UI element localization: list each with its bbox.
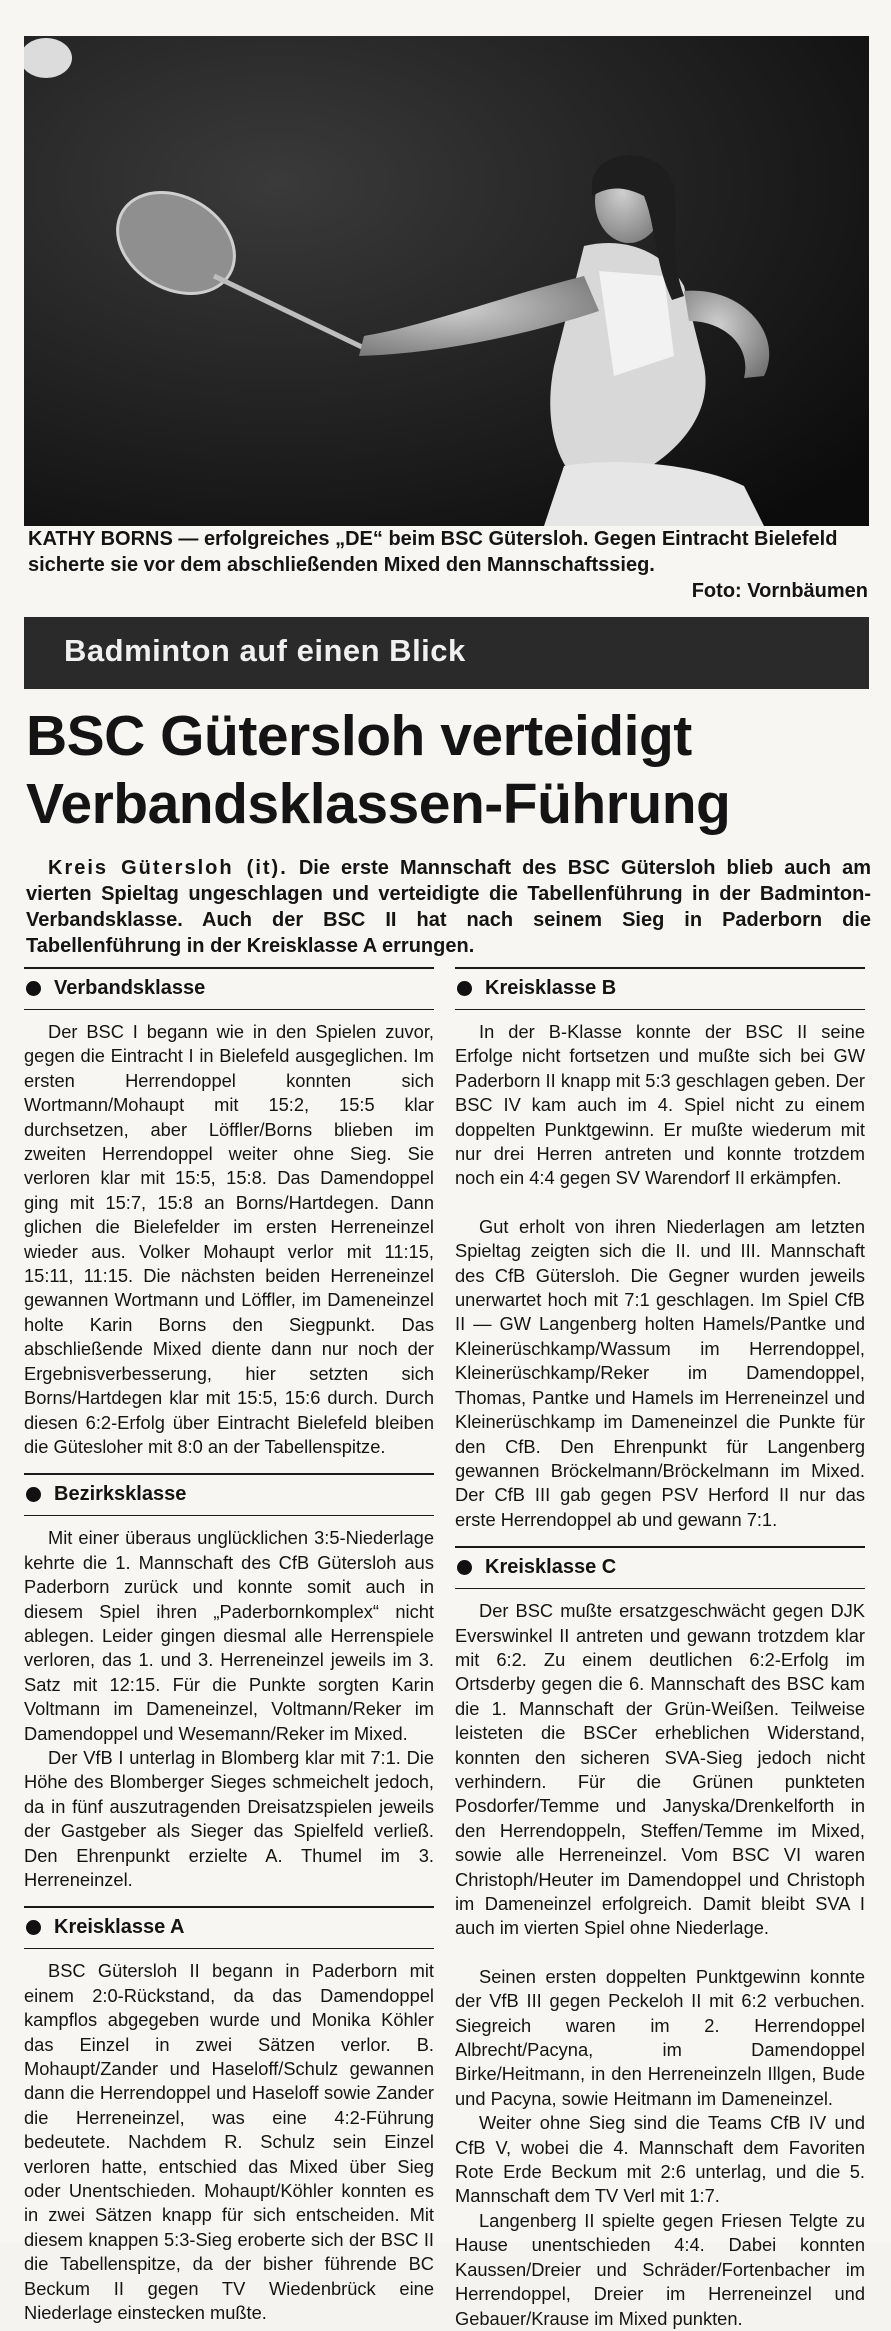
bullet-icon bbox=[26, 1487, 41, 1502]
bullet-icon bbox=[457, 1560, 472, 1575]
section-header-bezirksklasse bbox=[24, 1473, 434, 1516]
article-paragraph: Seinen ersten doppelten Punktgewinn konnte der VfB III gegen Peckeloh II mit 6:2 verbuchen. Siegreich waren im 2. Herrendoppel Albrecht/Pacyna, im Damendoppel Birke/Heitmann, in den Herreneinzeln Illgen, Bude und Pacyna, sowie Heitmann im Dameneinzel. bbox=[455, 1965, 865, 2109]
headline bbox=[26, 702, 871, 838]
left-column bbox=[24, 967, 434, 2326]
bullet-icon bbox=[457, 981, 472, 996]
article-paragraph: Mit einer überaus unglücklichen 3:5-Niederlage kehrte die 1. Mannschaft des CfB Gütersloh aus Paderborn zurück und konnte somit auch in diesem Spiel ihren „Paderbornkomplex“ nicht ablegen. Leider gingen diesmal alle Herrenspiele verloren, das 1. und 3. Herreneinzel jeweils im 3. Satz mit 12:15. Für die Punkte sorgten Karin Voltmann im Dameneinzel, Voltmann/Reker im Damendoppel und Wesemann/Reker im Mixed. bbox=[24, 1527, 434, 1744]
photo-credit: Foto: Vornbäumen bbox=[691, 580, 868, 602]
article-paragraph: Gut erholt von ihren Niederlagen am letzten Spieltag zeigten sich die II. und III. Mannschaft des CfB Gütersloh. Die Gegner wurden jeweils unerwartet hoch mit 7:1 geschlagen. Im Spiel CfB II — GW Langenberg holten Hamels/Pantke und Kleinerüschkamp/Wassum im Herrendoppel, Kleinerüschkamp/Reker im Damendoppel, Thomas, Pantke und Hamels im Herreneinzel und Kleinerüschkamp im Dameneinzel die Punkte für den CfB. Den Ehrenpunkt für Langenberg gewannen Bröckelmann/Bröckelmann im Mixed. Der CfB III gab gegen PSV Herford II nur das erste Herrendoppel ab und gewann 7:1. bbox=[455, 1215, 865, 1530]
article-paragraph: Der VfB I unterlag in Blomberg klar mit 7:1. Die Höhe des Blomberger Sieges schmeichelt jedoch, da in fünf auszutragenden Dreisatzspielen jeweils der Gastgeber als Sieger das Spielfeld verließ. Den Ehrenpunkt erzielte A. Thumel im 3. Herreneinzel. bbox=[24, 1746, 434, 1890]
bullet-icon bbox=[26, 1920, 41, 1935]
section-header-verbandsklasse bbox=[24, 967, 434, 1010]
right-column bbox=[455, 967, 865, 2331]
bullet-icon bbox=[26, 981, 41, 996]
headline-line-1: BSC Gütersloh verteidigt bbox=[26, 704, 692, 768]
article-paragraph: BSC Gütersloh II begann in Paderborn mit einem 2:0-Rückstand, da das Damendoppel kampflos abgegeben wurde und Monika Köhler das Einzel in zwei Sätzen verlor. B. Mohaupt/Zander und Haseloff/Schulz gewannen dann die Herrendoppel und Haseloff sowie Zander die Herreneinzel, was eine 4:2-Führung bedeutete. Nachdem R. Schulz sein Einzel verloren hatte, entschied das Mixed über Sieg oder Unentschieden. Mohaupt/Köhler konnten es in zwei Sätzen knapp für sich entscheiden. Mit diesem knappen 5:3-Sieg eroberte sich der BSC II die Tabellenspitze, da der bisher führende BC Beckum II gegen TV Wiedenbrück eine Niederlage einstecken mußte. bbox=[24, 1960, 434, 2324]
article-paragraph: Der BSC mußte ersatzgeschwächt gegen DJK Everswinkel II antreten und gewann trotzdem klar mit 6:2. Zu einem deutlichen 6:2-Erfolg im Ortsderby gegen die 6. Mannschaft des BSC kam die 1. Mannschaft der Grün-Weißen. Teilweise leisteten die BSCer erheblichen Widerstand, konnten den sicheren SVA-Sieg jedoch nicht verhindern. Für die Grünen punkteten Posdorfer/Temme und Janyska/Drenkelforth in den Herrendoppeln, Steffen/Temme im Mixed, sowie alle Herreneinzel. Vom BSC VI waren Christoph/Heuter im Damendoppel und Christoph im Dameneinzel erfolgreich. Damit bleibt SVA I auch im vierten Spiel ohne Niederlage. bbox=[455, 1600, 865, 1939]
section-title: Kreisklasse B bbox=[485, 977, 617, 999]
caption-text: KATHY BORNS — erfolgreiches „DE“ beim BSC Gütersloh. Gegen Eintracht Bielefeld sicherte sie vor dem abschließenden Mixed den Mannschaftssieg. bbox=[28, 528, 838, 576]
section-bar bbox=[24, 617, 869, 689]
article-paragraph: Der BSC I begann wie in den Spielen zuvor, gegen die Eintracht I in Bielefeld ausgeglichen. Im ersten Herrendoppel konnten sich Wortmann/Mohaupt mit 15:2, 15:5 klar durchsetzen, aber Löffler/Borns blieben im zweiten Herrendoppel weiter ohne Sieg. Sie verloren klar mit 15:5, 15:8. Das Damendoppel ging mit 15:7, 15:8 an Borns/Hartdegen. Dann glichen die Bielefelder im ersten Herreneinzel wieder aus. Volker Mohaupt verlor mit 11:15, 15:11, 11:15. Die nächsten beiden Herreneinzel gewannen Wortmann und Löffler, im Dameneinzel holte Karin Borns den Siegpunkt. Das abschließende Mixed diente dann nur noch der Ergebnisverbesserung, hier setzten sich Borns/Hartdegen klar mit 15:5, 15:6 durch. Durch diesen 6:2-Erfolg über Eintracht Bielefeld bleiben die Gütesloher mit 8:0 an der Tabellenspitze. bbox=[24, 1021, 434, 1457]
section-bar-title: Badminton auf einen Blick bbox=[64, 633, 466, 668]
section-title: Kreisklasse C bbox=[485, 1556, 617, 1579]
dateline: Kreis Gütersloh (it). bbox=[48, 857, 288, 879]
section-header-kreisklasse-c bbox=[455, 1546, 865, 1589]
section-title: Verbandsklasse bbox=[54, 977, 206, 999]
article-paragraph: Langenberg II spielte gegen Friesen Telgte zu Hause unentschieden 4:4. Dabei konnten Kaussen/Dreier und Schräder/Fortenbacher im Herrendoppel, Dreier im Herreneinzel und Gebauer/Krause im Mixed punkten. bbox=[455, 2209, 865, 2329]
section-header-kreisklasse-a bbox=[24, 1906, 434, 1949]
headline-line-2: Verbandsklassen-Führung bbox=[26, 772, 731, 836]
article-paragraph: In der B-Klasse konnte der BSC II seine Erfolge nicht fortsetzen und mußte sich bei GW Paderborn II knapp mit 5:3 geschlagen geben. Der BSC IV kam auch im 4. Spiel nicht zu einem doppelten Punktgewinn. Er mußte wiederum mit nur drei Herren antreten und konnte trotzdem noch ein 4:4 gegen SV Warendorf II erkämpfen. bbox=[455, 1021, 865, 1189]
section-title: Kreisklasse A bbox=[54, 1916, 185, 1939]
article-paragraph: Weiter ohne Sieg sind die Teams CfB IV und CfB V, wobei die 4. Mannschaft dem Favoriten Rote Erde Beckum mit 2:6 unterlag, und die 5. Mannschaft dem TV Verl mit 1:7. bbox=[455, 2112, 865, 2207]
badminton-photo bbox=[24, 36, 869, 526]
photo-caption bbox=[28, 526, 868, 604]
section-header-kreisklasse-b bbox=[455, 967, 865, 1010]
section-title: Bezirksklasse bbox=[54, 1483, 187, 1506]
lead-paragraph bbox=[26, 855, 871, 959]
lead-text: Die erste Mannschaft des BSC Gütersloh blieb auch am vierten Spieltag ungeschlagen und verteidigte die Tabellenführung in der Badminton-Verbandsklasse. Auch der BSC II hat nach seinem Sieg in Paderborn die Tabellenführung in der Kreisklasse A errungen. bbox=[26, 857, 871, 957]
